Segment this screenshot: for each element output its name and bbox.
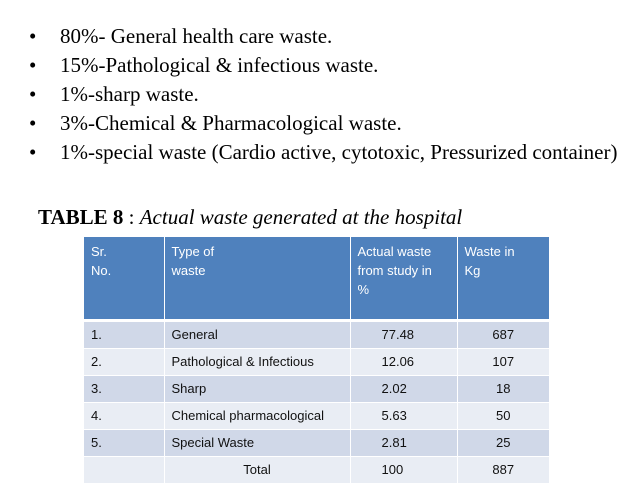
- table-header-row: [84, 237, 549, 321]
- cell-kg: 25: [457, 430, 549, 457]
- header-kg: [457, 237, 549, 321]
- cell-total-kg: 887: [457, 457, 549, 483]
- bullet-text: 1%-sharp waste.: [60, 82, 199, 106]
- bullet-text: 1%-special waste (Cardio active, cytotoxic, Pressurized container): [60, 140, 617, 164]
- table-row: [84, 321, 549, 349]
- header-sr-no: [84, 237, 164, 321]
- bullet-text: 15%-Pathological & infectious waste.: [60, 53, 378, 77]
- bullet-item-special: [22, 140, 622, 164]
- cell-pct: 12.06: [350, 349, 457, 376]
- header-type: [164, 237, 350, 321]
- bullet-item-chemical: [22, 111, 622, 135]
- bullet-dot: •: [29, 82, 36, 106]
- bullet-dot: •: [29, 53, 36, 77]
- cell-kg: 687: [457, 321, 549, 349]
- table-total-row: [84, 457, 549, 483]
- header-kg-text: Waste in Kg: [465, 244, 515, 278]
- cell-pct: 2.81: [350, 430, 457, 457]
- bullet-item-general: [22, 24, 622, 48]
- cell-type: Pathological & Infectious: [164, 349, 350, 376]
- cell-sr: 1.: [84, 321, 164, 349]
- header-pct-text: Actual waste from study in %: [358, 244, 432, 297]
- caption-text: Actual waste generated at the hospital: [140, 205, 463, 229]
- cell-pct: 5.63: [350, 403, 457, 430]
- caption-label: TABLE 8: [38, 205, 123, 229]
- cell-sr: [84, 457, 164, 483]
- bullet-text: 3%-Chemical & Pharmacological waste.: [60, 111, 402, 135]
- header-sr-no-text: Sr. No.: [91, 244, 111, 278]
- cell-pct: 2.02: [350, 376, 457, 403]
- bullet-item-sharp: [22, 82, 622, 106]
- bullet-dot: •: [29, 111, 36, 135]
- table-row: [84, 403, 549, 430]
- cell-kg: 18: [457, 376, 549, 403]
- cell-kg: 50: [457, 403, 549, 430]
- cell-sr: 4.: [84, 403, 164, 430]
- table-caption: [38, 205, 462, 229]
- table-row: [84, 376, 549, 403]
- cell-pct: 77.48: [350, 321, 457, 349]
- waste-table: [84, 237, 549, 483]
- header-type-text: Type of waste: [172, 244, 215, 278]
- cell-sr: 5.: [84, 430, 164, 457]
- cell-type: Chemical pharmacological: [164, 403, 350, 430]
- table-row: [84, 430, 549, 457]
- caption-separator: :: [123, 205, 139, 229]
- bullet-item-pathological: [22, 53, 622, 77]
- bullet-text: 80%- General health care waste.: [60, 24, 332, 48]
- cell-total-pct: 100: [350, 457, 457, 483]
- cell-sr: 2.: [84, 349, 164, 376]
- cell-type: General: [164, 321, 350, 349]
- cell-total-label: Total: [164, 457, 350, 483]
- cell-sr: 3.: [84, 376, 164, 403]
- table-row: [84, 349, 549, 376]
- bullet-list: [22, 24, 622, 169]
- bullet-dot: •: [29, 24, 36, 48]
- cell-type: Sharp: [164, 376, 350, 403]
- cell-kg: 107: [457, 349, 549, 376]
- cell-type: Special Waste: [164, 430, 350, 457]
- header-pct: [350, 237, 457, 321]
- bullet-dot: •: [29, 140, 36, 164]
